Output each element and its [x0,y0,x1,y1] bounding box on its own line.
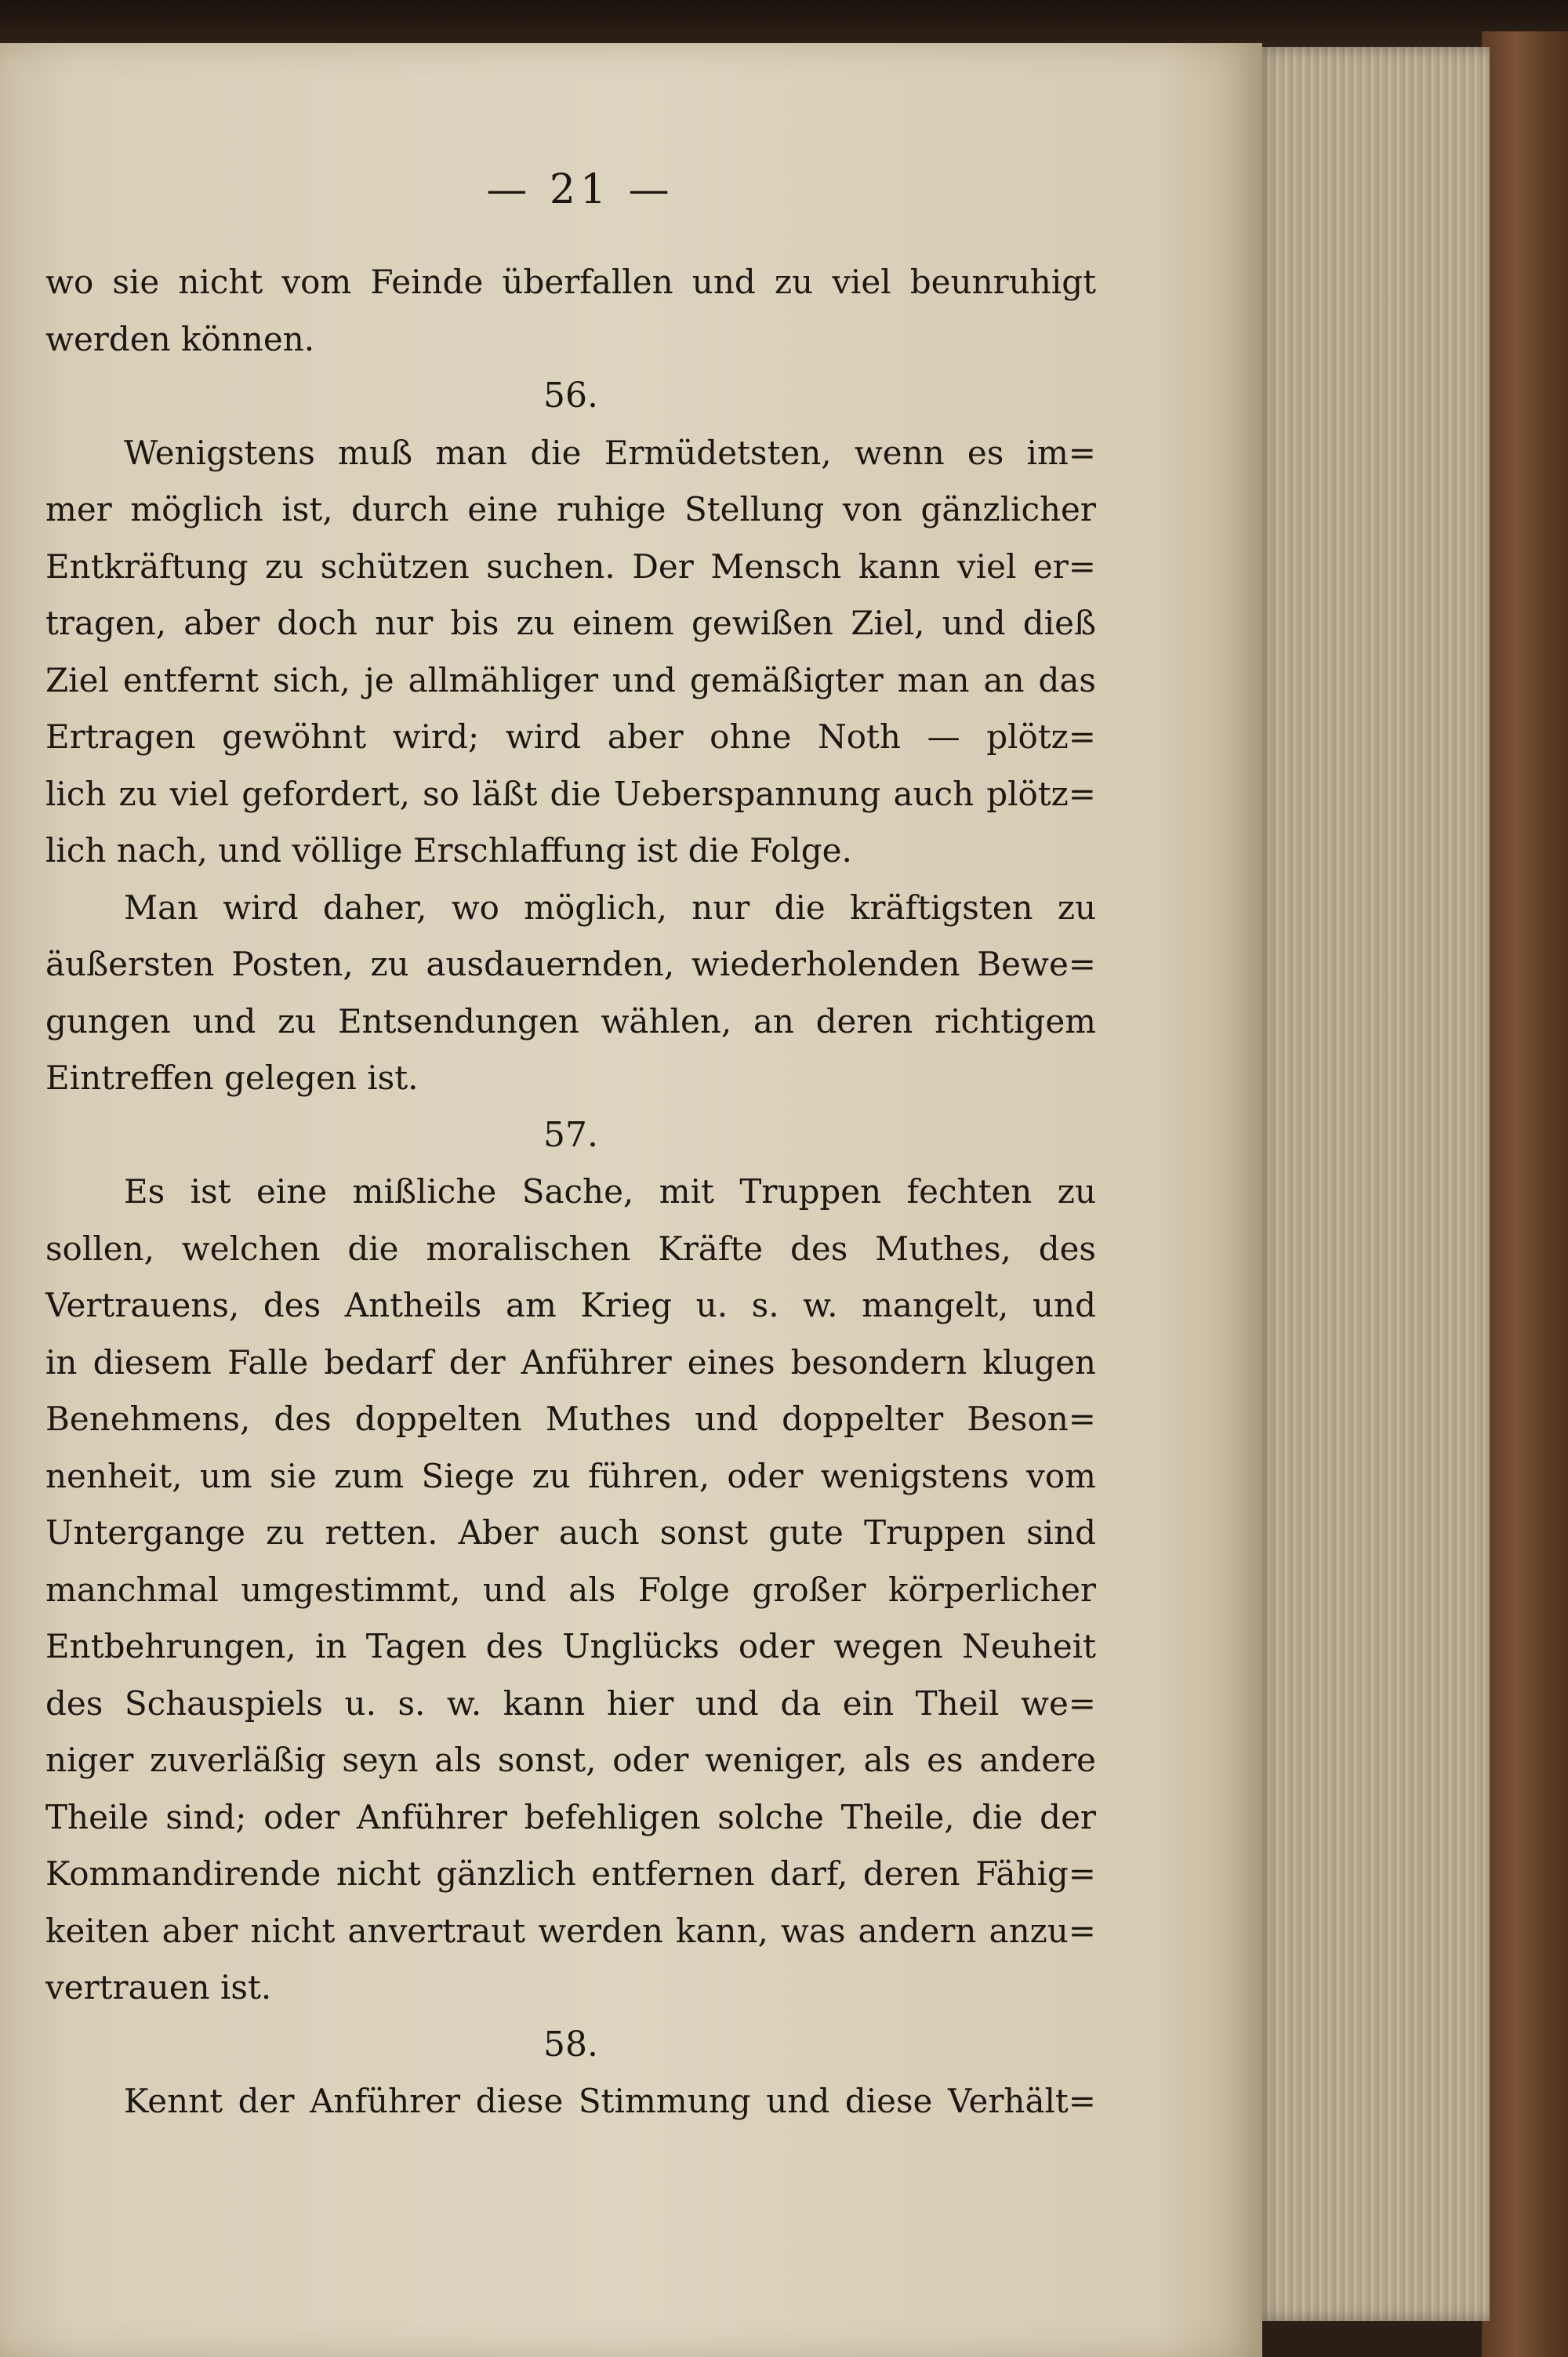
text-line: in diesem Falle bedarf der Anführer eines besondern klugen [45,1342,1096,1382]
text-line: Theile sind; oder Anführer befehligen solche Theile, die der [45,1797,1096,1836]
text-line: Entkräftung zu schützen suchen. Der Mensch kann viel er= [45,547,1096,586]
book-cover-edge [1482,31,1568,2357]
text-line: Kommandirende nicht gänzlich entfernen darf, deren Fähig= [45,1854,1096,1893]
text-line: des Schauspiels u. s. w. kann hier und da ein Theil we= [45,1683,1096,1723]
section-number: 57. [543,1114,598,1155]
page-stack-edges [1254,47,1490,2321]
text-line: keiten aber nicht anvertraut werden kann, was andern anzu= [45,1911,1096,1950]
text-line: sollen, welchen die moralischen Kräfte des Muthes, des [45,1229,1096,1268]
text-line: manchmal umgestimmt, und als Folge großer körperlicher [45,1570,1096,1609]
text-line: wo sie nicht vom Feinde überfallen und zu viel beunruhigt [45,263,1096,301]
page-number-header: — 21 — [486,166,674,213]
text-line: vertrauen ist. [45,1968,272,2007]
text-line: niger zuverläßig seyn als sonst, oder weniger, als es andere [45,1741,1096,1779]
text-line: Wenigstens muß man die Ermüdetsten, wenn es im= [124,433,1096,472]
text-line: Eintreffen gelegen ist. [45,1059,419,1097]
text-line: werden können. [45,319,315,358]
text-line: äußersten Posten, zu ausdauernden, wiederholenden Bewe= [45,945,1096,983]
text-line: Kennt der Anführer diese Stimmung und diese Verhält= [124,2082,1096,2120]
text-line: Vertrauens, des Antheils am Krieg u. s. w. mangelt, und [45,1286,1096,1324]
text-line: lich nach, und völlige Erschlaffung ist die Folge. [45,831,852,870]
text-line: mer möglich ist, durch eine ruhige Stellung von gänzlicher [45,490,1096,528]
text-line: Ziel entfernt sich, je allmähliger und gemäßigter man an das [45,660,1096,699]
text-line: Entbehrungen, in Tagen des Unglücks oder wegen Neuheit [45,1627,1096,1665]
text-line: Es ist eine mißliche Sache, mit Truppen fechten zu [124,1172,1096,1211]
text-line: Untergange zu retten. Aber auch sonst gute Truppen sind [45,1513,1096,1552]
text-line: nenheit, um sie zum Siege zu führen, oder wenigstens vom [45,1456,1096,1495]
section-number: 58. [543,2024,598,2065]
text-line: Benehmens, des doppelten Muthes und doppelter Beson= [45,1400,1096,1438]
text-line: tragen, aber doch nur bis zu einem gewißen Ziel, und dieß [45,604,1096,642]
text-line: Ertragen gewöhnt wird; wird aber ohne Noth — plötz= [45,717,1096,756]
section-number: 56. [543,376,598,416]
text-line: gungen und zu Entsendungen wählen, an deren richtigem [45,1001,1096,1040]
text-line: lich zu viel gefordert, so läßt die Ueberspannung auch plötz= [45,774,1096,813]
text-line: Man wird daher, wo möglich, nur die kräftigsten zu [124,888,1096,927]
